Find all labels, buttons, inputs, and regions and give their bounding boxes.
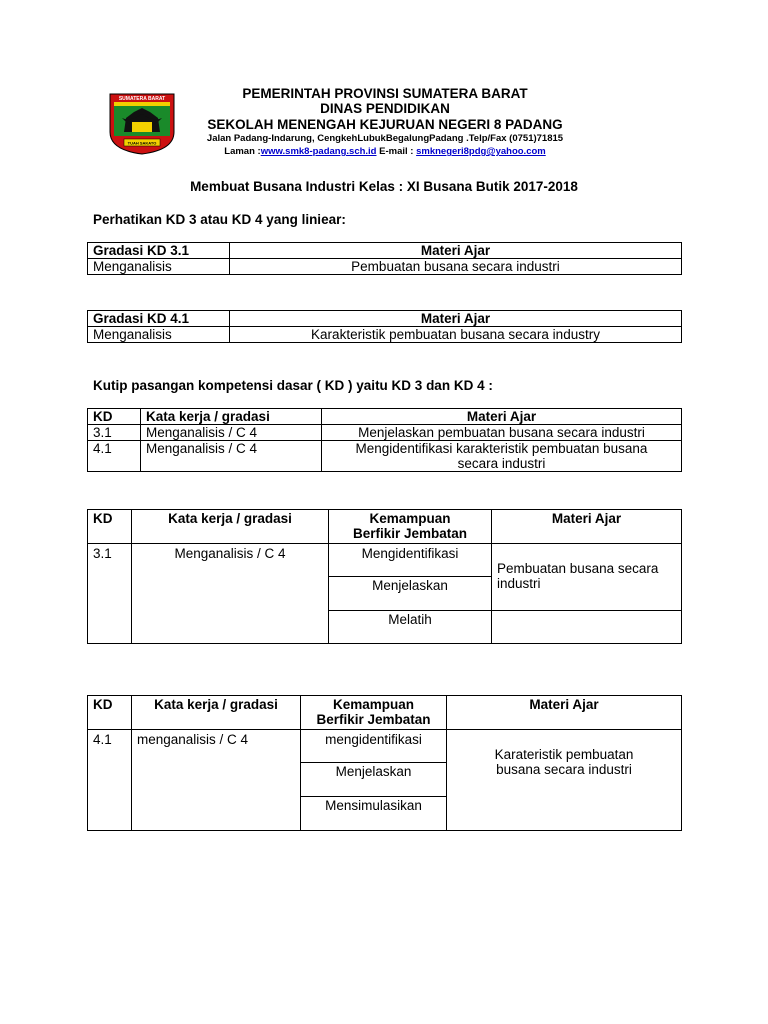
col-materi-ajar: Materi Ajar <box>492 510 682 544</box>
email-link[interactable]: smknegeri8pdg@yahoo.com <box>416 146 546 157</box>
table-header-row <box>88 510 682 544</box>
table-kd3-jembatan <box>87 509 682 644</box>
cell-materi: Karakteristik pembuatan busana secara industry <box>230 327 682 343</box>
col-kemampuan <box>329 510 492 544</box>
cell-kd: 3.1 <box>88 425 141 441</box>
table-row <box>88 327 682 343</box>
table-row <box>88 730 682 763</box>
table-row <box>88 425 682 441</box>
cell-empty <box>492 611 682 644</box>
col-kata-kerja: Kata kerja / gradasi <box>141 409 322 425</box>
col-kemampuan-line1: Kemampuan <box>369 511 451 526</box>
table-header-row <box>88 311 682 327</box>
section-title-linear: Perhatikan KD 3 atau KD 4 yang liniear: <box>93 212 346 227</box>
col-kata-kerja: Kata kerja / gradasi <box>132 510 329 544</box>
table-header-row <box>88 696 682 730</box>
cell-materi-line1: Karateristik pembuatan <box>494 747 634 762</box>
cell-materi: Menjelaskan pembuatan busana secara industri <box>322 425 682 441</box>
header-line-department: DINAS PENDIDIKAN <box>320 101 450 116</box>
cell-kata-kerja: Menganalisis / C 4 <box>141 425 322 441</box>
cell-kemampuan: Menjelaskan <box>329 577 492 611</box>
col-kemampuan <box>301 696 447 730</box>
document-title: Membuat Busana Industri Kelas : XI Busana Butik 2017-2018 <box>190 179 578 194</box>
col-kemampuan-line2: Berfikir Jembatan <box>316 712 431 727</box>
cell-materi <box>492 544 682 611</box>
col-kemampuan-line2: Berfikir Jembatan <box>352 526 468 541</box>
table-row <box>88 441 682 472</box>
cell-materi-line1: Mengidentifikasi karakteristik pembuatan busana <box>355 441 648 456</box>
table-kd4 <box>87 310 682 343</box>
cell-kemampuan: Mengidentifikasi <box>329 544 492 577</box>
cell-kata-kerja: Menganalisis / C 4 <box>132 544 329 644</box>
cell-kemampuan: Mensimulasikan <box>301 797 447 831</box>
cell-materi <box>322 441 682 472</box>
col-materi-ajar: Materi Ajar <box>230 311 682 327</box>
cell-kemampuan: Melatih <box>329 611 492 644</box>
cell-materi-line1: Pembuatan busana secara <box>497 561 659 576</box>
header-line-province: PEMERINTAH PROVINSI SUMATERA BARAT <box>242 86 528 101</box>
col-materi-ajar: Materi Ajar <box>447 696 682 730</box>
cell-kemampuan: mengidentifikasi <box>301 730 447 763</box>
table-kd4-jembatan <box>87 695 682 831</box>
col-gradasi: Gradasi KD 3.1 <box>88 243 230 259</box>
cell-gradasi: Menganalisis <box>88 327 230 343</box>
col-gradasi: Gradasi KD 4.1 <box>88 311 230 327</box>
col-kata-kerja: Kata kerja / gradasi <box>132 696 301 730</box>
table-kd3 <box>87 242 682 275</box>
cell-materi <box>447 730 682 831</box>
website-link[interactable]: www.smk8-padang.sch.id <box>260 146 377 157</box>
cell-kd: 3.1 <box>88 544 132 644</box>
table-header-row <box>88 243 682 259</box>
school-logo <box>108 92 176 156</box>
cell-kata-kerja: Menganalisis / C 4 <box>141 441 322 472</box>
table-header-row <box>88 409 682 425</box>
table-kd-pairs <box>87 408 682 472</box>
logo-bottom-text: TUAH SAKATO <box>127 140 157 146</box>
table-row <box>88 259 682 275</box>
cell-kd: 4.1 <box>88 730 132 831</box>
col-materi-ajar: Materi Ajar <box>322 409 682 425</box>
col-materi-ajar: Materi Ajar <box>230 243 682 259</box>
cell-kd: 4.1 <box>88 441 141 472</box>
col-kd: KD <box>88 409 141 425</box>
table-row <box>88 544 682 577</box>
header-address: Jalan Padang-Indarung, CengkehLubukBegalungPadang .Telp/Fax (0751)71815 <box>206 133 564 144</box>
cell-kemampuan: Menjelaskan <box>301 763 447 797</box>
cell-materi-line2: secara industri <box>457 456 546 471</box>
cell-gradasi: Menganalisis <box>88 259 230 275</box>
cell-materi-line2: busana secara industri <box>496 762 632 777</box>
header-contact <box>180 146 590 157</box>
cell-materi: Pembuatan busana secara industri <box>230 259 682 275</box>
header-line-school: SEKOLAH MENENGAH KEJURUAN NEGERI 8 PADANG <box>207 117 563 132</box>
email-label: E-mail : <box>379 146 414 157</box>
col-kemampuan-line1: Kemampuan <box>332 697 415 712</box>
logo-top-text: SUMATERA BARAT <box>118 96 166 102</box>
laman-label: Laman : <box>224 146 261 157</box>
section-title-pairs: Kutip pasangan kompetensi dasar ( KD ) yaitu KD 3 dan KD 4 : <box>93 378 493 393</box>
cell-materi-line2: industri <box>497 576 541 591</box>
cell-kata-kerja: menganalisis / C 4 <box>132 730 301 831</box>
col-kd: KD <box>88 696 132 730</box>
col-kd: KD <box>88 510 132 544</box>
